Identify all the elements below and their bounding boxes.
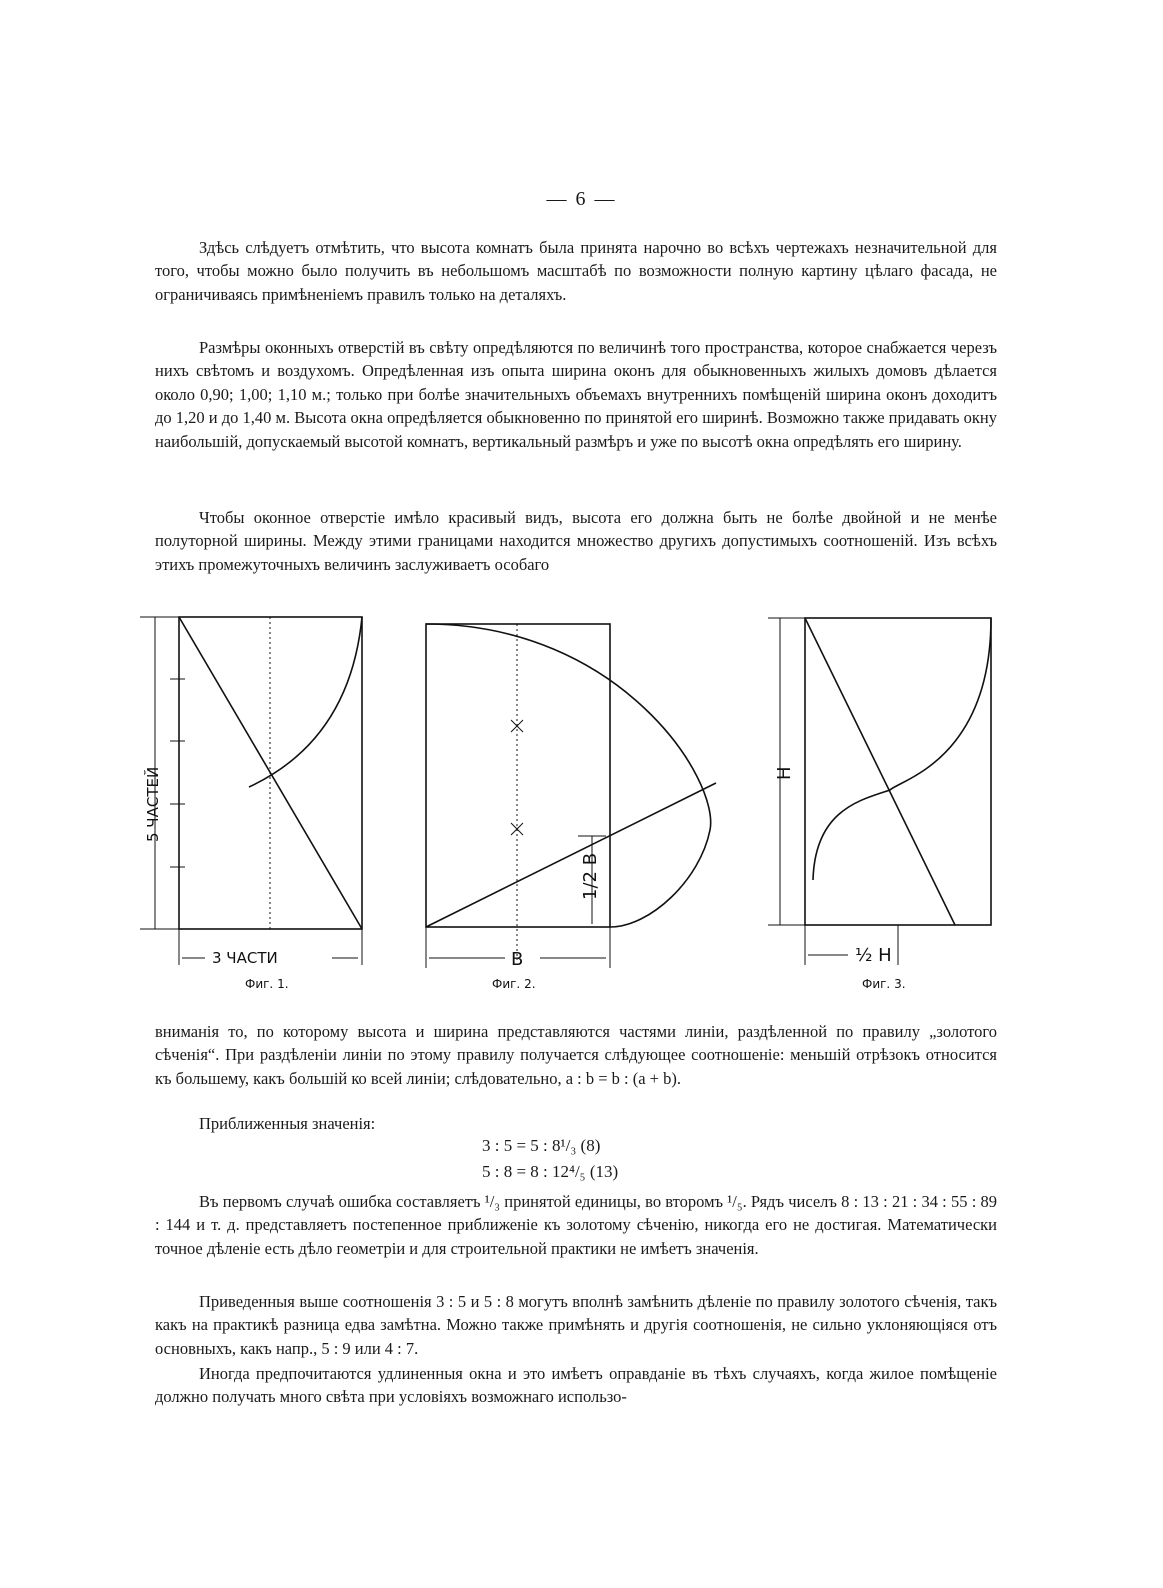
fig3-diagonal	[805, 618, 955, 925]
fig2-inner-label: 1/2 B	[580, 852, 601, 900]
fig3-caption: Фиг. 3.	[862, 977, 906, 991]
figure-3	[768, 618, 991, 991]
figure-2	[426, 624, 716, 991]
figure-1	[140, 617, 362, 991]
fig2-diagonal	[426, 783, 716, 927]
paragraph-5: Въ первомъ случаѣ ошибка составляетъ ¹/₃ принятой единицы, во второмъ ¹/₅. Рядъ чиселъ 8 : 13 : 21 : 34 : 55 : 89 : 144 и т. д. представляетъ постепенное приближеніе къ золотому сѣченію, никогда его не достигая. Математически точное дѣленіе есть дѣло геометріи и для строительной практики не имѣетъ значенія.	[155, 1192, 997, 1258]
fig3-side-label: H	[774, 766, 795, 780]
fig3-bottom-label: ½ H	[855, 945, 892, 966]
fig1-side-label: 5 ЧАСТЕЙ	[144, 766, 162, 842]
fig1-bottom-label: 3 ЧАСТИ	[212, 949, 278, 967]
paragraph-1: Здѣсь слѣдуетъ отмѣтить, что высота комнатъ была принята нарочно во всѣхъ чертежахъ незначительной для того, чтобы можно было получить въ небольшомъ масштабѣ по возможности полную картину цѣлаго фасада, не ограничиваясь примѣненіемъ правилъ только на деталяхъ.	[155, 238, 997, 304]
fig3-frame	[805, 618, 991, 925]
fig2-caption: Фиг. 2.	[492, 977, 536, 991]
paragraph-6: Приведенныя выше соотношенія 3 : 5 и 5 : 8 могутъ вполнѣ замѣнить дѣленіе по правилу золотого сѣченія, такъ какъ на практикѣ разница едва замѣтна. Можно также примѣнять и другія соотношенія, не сильно уклоняющіяся отъ основныхъ, какъ напр., 5 : 9 или 4 : 7.	[155, 1292, 997, 1358]
paragraph-2: Размѣры оконныхъ отверстій въ свѣту опредѣляются по величинѣ того пространства, которое снабжается черезъ нихъ свѣтомъ и воздухомъ. Опредѣленная изъ опыта ширина оконъ для обыкновенныхъ жилыхъ домовъ дѣлается около 0,90; 1,00; 1,10 м.; только при болѣе значительныхъ объемахъ внутреннихъ помѣщеній ширина оконъ доходитъ до 1,20 и до 1,40 м. Высота окна опредѣляется обыкновенно по принятой его ширинѣ. Возможно также придавать окну наибольшій, допускаемый высотой комнатъ, вертикальный размѣръ и уже по высотѣ окна опредѣлять его ширину.	[155, 338, 997, 451]
fig3-s-curve	[813, 618, 991, 880]
paragraph-4: вниманія то, по которому высота и ширина представляются частями линіи, раздѣленной по правилу „золотого сѣченія“. При раздѣленіи линіи по этому правилу получается слѣдующее соотношеніе: меньшій отрѣзокъ относится къ большему, какъ большій ко всей линіи; слѣдовательно, a : b = b : (a + b).	[155, 1022, 997, 1088]
page-number: — 6 —	[546, 188, 617, 210]
paragraph-7: Иногда предпочитаются удлиненныя окна и это имѣетъ оправданіе въ тѣхъ случаяхъ, когда жилое помѣщеніе должно получать много свѣта при условіяхъ возможнаго использо-	[155, 1364, 997, 1407]
approx-values-label: Приближенныя значенія:	[199, 1114, 376, 1133]
equation-1: 3 : 5 = 5 : 8¹/₃ (8)	[482, 1136, 601, 1155]
equation-2: 5 : 8 = 8 : 12⁴/₅ (13)	[482, 1162, 619, 1181]
fig2-arc	[426, 624, 711, 927]
fig1-caption: Фиг. 1.	[245, 977, 289, 991]
fig1-arc	[249, 617, 362, 787]
fig2-bottom-label: B	[511, 949, 524, 970]
paragraph-3: Чтобы оконное отверстіе имѣло красивый видъ, высота его должна быть не болѣе двойной и не менѣе полуторной ширины. Между этими границами находится множество другихъ допустимыхъ соотношеній. Изъ всѣхъ этихъ промежуточныхъ величинъ заслуживаетъ особаго	[155, 508, 997, 574]
